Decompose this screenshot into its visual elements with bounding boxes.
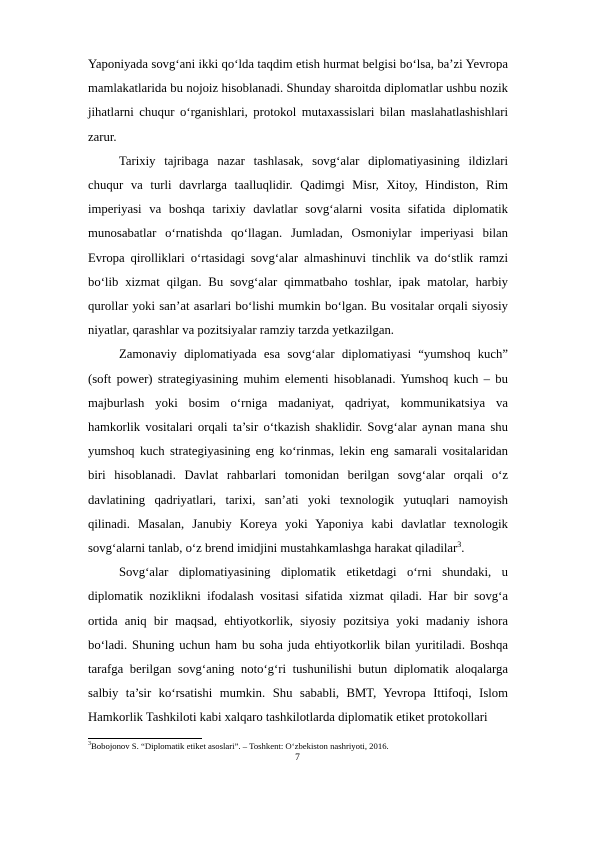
page-number: 7 <box>295 753 300 763</box>
footnote <box>88 741 508 752</box>
paragraph-1: Yaponiyada sovg‘ani ikki qo‘lda taqdim etish hurmat belgisi bo‘lsa, ba’zi Yevropa mamlakatlarida bu nojoiz hisoblanadi. Shunday sharoitda diplomatlar ushbu nozik jihatlarni chuqur o‘rganishlari, protokol mutaxassislari bilan maslahatlashishlari zarur. <box>88 57 508 144</box>
paragraph-2: Tarixiy tajribaga nazar tashlasak, sovg‘alar diplomatiyasining ildizlari chuqur va turli davrlarga taalluqlidir. Qadimgi Misr, Xitoy, Hindiston, Rim imperiyasi va boshqa tarixiy davlatlar sovg‘alarni vosita sifatida diplomatik munosabatlar o‘rnatishda qo‘llagan. Jumladan, Osmoniylar imperiyasi bilan Evropa qirolliklari o‘rtasidagi sovg‘alar almashinuvi tinchlik va do‘stlik ramzi bo‘lib xizmat qilgan. Bu sovg‘alar qimmatbaho toshlar, ipak matolar, harbiy qurollar yoki san’at asarlari bo‘lishi mumkin bo‘lgan. Bu vositalar orqali siyosiy niyatlar, qarashlar va pozitsiyalar ramziy tarzda yetkazilgan. <box>88 153 508 338</box>
page-body <box>88 52 508 730</box>
footnote-number: 3 <box>88 741 91 748</box>
paragraph-3 <box>88 342 508 560</box>
paragraph-4: Sovg‘alar diplomatiyasining diplomatik etiketdagi o‘rni shundaki, u diplomatik noziklikni ifodalash vositasi sifatida xizmat qiladi. Har bir sovg‘a ortida aniq bir maqsad, ehtiyotkorlik, siyosiy pozitsiya yoki madaniy ishora bo‘ladi. Shuning uchun ham bu soha juda ehtiyotkorlik bilan yuritiladi. Boshqa tarafga berilgan sovg‘aning noto‘g‘ri tushunilishi butun diplomatik aloqalarga salbiy ta’sir ko‘rsatishi mumkin. Shu sababli, BMT, Yevropa Ittifoqi, Islom Hamkorlik Tashkiloti kabi xalqaro tashkilotlarda diplomatik etiket protokollari <box>88 565 508 725</box>
paragraph-3-text: Zamonaviy diplomatiyada esa sovg‘alar diplomatiyasi “yumshoq kuch” (soft power) strategiyasining muhim elementi hisoblanadi. Yumshoq kuch – bu majburlash yoki bosim o‘rniga madaniyat, qadriyat, kommunikatsiya va hamkorlik vositalari orqali ta’sir o‘tkazish shaklidir. Sovg‘alar aynan mana shu yumshoq kuch strategiyasining eng ko‘rinmas, lekin eng samarali vositalaridan biri hisoblanadi. Davlat rahbarlari tomonidan berilgan sovg‘alar orqali o‘z davlatining qadriyatlari, tarixi, san’ati yoki texnologik yutuqlari namoyish qilinadi. Masalan, Janubiy Koreya yoki Yaponiya kabi davlatlar texnologik sovg‘alarni tanlab, o‘z brend imidjini mustahkamlashga harakat qiladilar <box>88 347 508 556</box>
footnote-text: Bobojonov S. “Diplomatik etiket asoslari”. – Toshkent: O‘zbekiston nashriyoti, 2016. <box>91 741 389 751</box>
footnote-reference[interactable]: 3 <box>457 539 462 549</box>
paragraph-3-tail: . <box>461 541 465 556</box>
footnote-divider <box>88 738 202 739</box>
